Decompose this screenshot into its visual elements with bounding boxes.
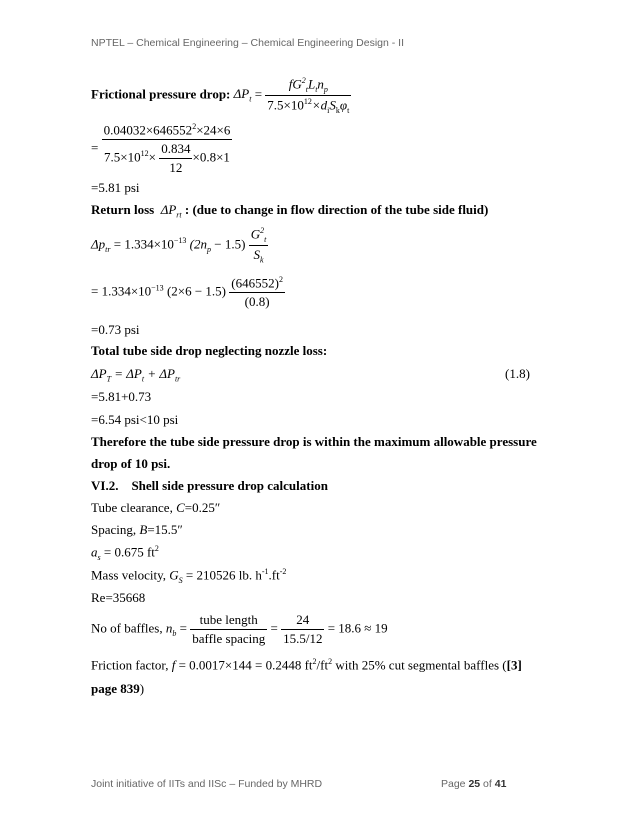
section-number: VI.2.	[91, 478, 119, 493]
conclusion-line-2: drop of 10 psi.	[91, 456, 171, 471]
reynolds-number: Re=35668	[91, 590, 146, 605]
page-header: NPTEL – Chemical Engineering – Chemical Engineering Design - II	[91, 37, 405, 49]
section-title: Shell side pressure drop calculation	[131, 478, 328, 493]
sum-line: =5.81+0.73	[91, 389, 152, 404]
friction-factor: Friction factor, f = 0.0017×144 = 0.2448 $ft^2/ft^2$ with 25% cut segmental baffles ([3]	[91, 657, 522, 673]
total-drop-label: Total tube side drop neglecting nozzle loss:	[91, 343, 328, 358]
frictional-label: Frictional pressure drop:	[91, 86, 231, 102]
footer-page: Page 25 of 41	[441, 778, 507, 790]
frictional-lhs: $\Delta P_t$	[233, 86, 252, 104]
tube-clearance: Tube clearance, C=0.25″	[91, 500, 221, 515]
return-loss-calculation: = $1.334\times 10^{-13}$ (2×6 − 1.5) $\frac{(646552)^2}{(0.8)}$	[91, 275, 283, 310]
total-drop-equation: $\Delta P_T = \Delta P_t + \Delta P_{tr}$	[91, 366, 181, 384]
frictional-equation: Frictional pressure drop: $\Delta P_t$ = $\frac{fG^2_tL_tn_p}{7.5\times 10^{12}\times d_iS_k\varphi_t}$	[91, 76, 350, 115]
spacing: Spacing, B=15.5″	[91, 522, 183, 537]
equation-number: (1.8)	[505, 366, 530, 381]
friction-page-ref: page 839)	[91, 681, 145, 696]
number-of-baffles: No of baffles, $n_b$ = $\frac{\text{tube length}}{\text{baffle spacing}}$ = $\frac{24}{15.5/12}$ = 18.6 ≈ 19	[91, 612, 388, 646]
conclusion-line-1: Therefore the tube side pressure drop is within the maximum allowable pressure	[91, 434, 537, 449]
mass-velocity: Mass velocity, $G_S = 210526$ lb. $h^{-1}.ft^{-2}$	[91, 567, 287, 585]
page-total: 41	[494, 778, 507, 790]
shell-area: $a_s = 0.675$ $ft^2$	[91, 544, 159, 562]
section-heading	[91, 478, 328, 494]
frictional-fraction: $\frac{fG^2_tL_tn_p}{7.5\times 10^{12}\times d_iS_k\varphi_t}$	[267, 76, 350, 115]
total-result: =6.54 psi<10 psi	[91, 412, 179, 427]
return-loss-equation: $\Delta p_{tr} = 1.334\times 10^{-13}$ $(2n_p - 1.5)$ $\frac{G^2_t}{S_k}$	[91, 226, 267, 265]
frictional-calculation: = $0.04032\times 646552^2\times 24\times 6$ $7.5\times 10^{12}\times$ $\frac{0.834}{12}$ ×0.8×1	[91, 122, 231, 176]
page-number: 25	[468, 778, 481, 790]
footer-left: Joint initiative of IITs and IISc – Funded by MHRD	[91, 778, 323, 790]
return-loss-heading: Return loss $\Delta P_{rt}$ : (due to change in flow direction of the tube side fluid)	[91, 202, 489, 220]
return-loss-symbol: $\Delta P_{rt}$	[160, 202, 182, 220]
return-loss-result: =0.73 psi	[91, 322, 140, 337]
reference-link: [3]	[506, 657, 522, 673]
frictional-result: =5.81 psi	[91, 180, 140, 195]
